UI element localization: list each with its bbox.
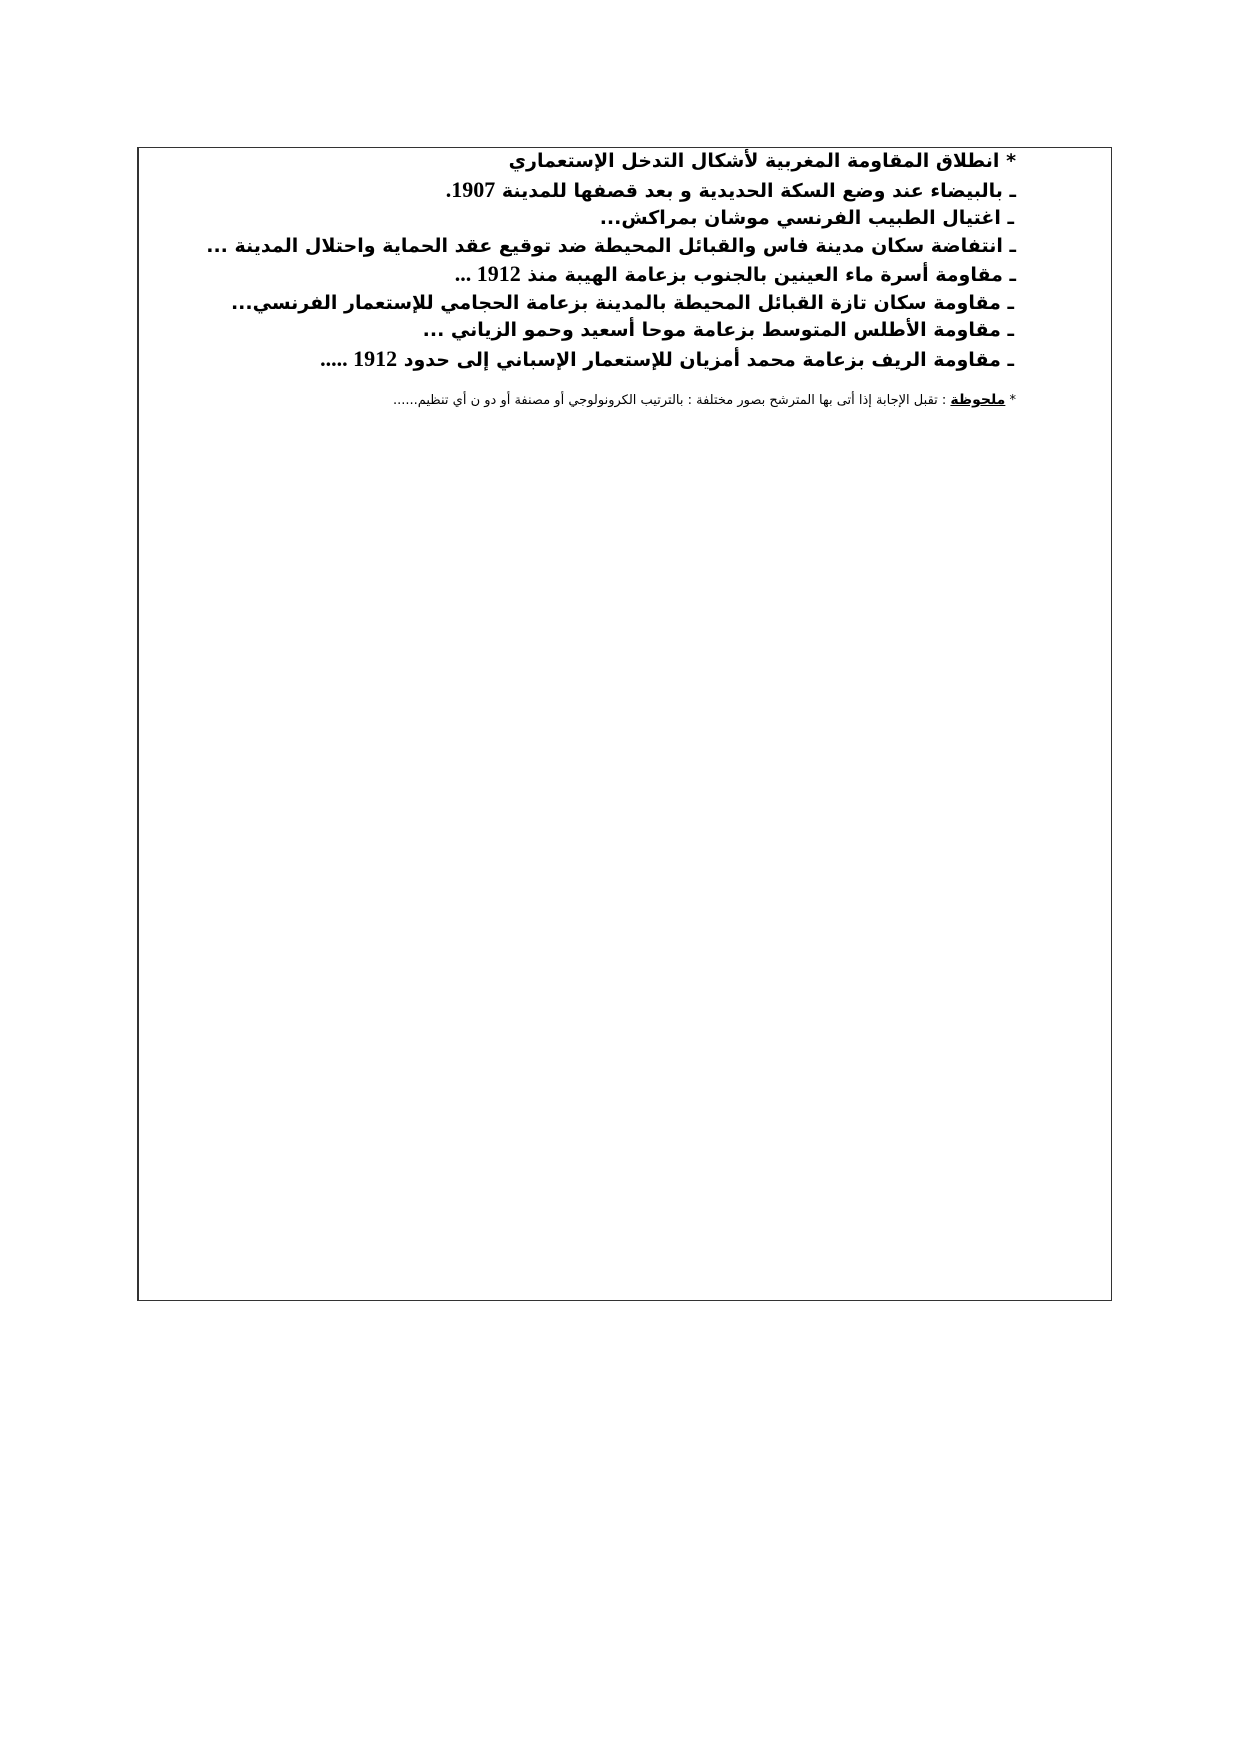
answer-line [206,317,1016,345]
answer-line [206,176,1016,206]
grading-note [206,392,1016,408]
answer-line [206,345,1016,375]
answer-line [206,205,1016,233]
answer-line-text: ـ مقاومة الأطلس المتوسط بزعامة موحا أسعيد وحمو الزياني ... [422,319,1014,341]
answer-lines [206,148,1016,374]
answer-line-text: ـ انتفاضة سكان مدينة فاس والقبائل المحيطة ضد توقيع عقد الحماية واحتلال المدينة ... [206,234,1016,257]
answer-line-text: ـ بالبيضاء عند وضع السكة الحديدية و بعد قصفها للمدينة [501,179,1016,202]
note-prefix: * [1005,393,1016,408]
answer-line [206,233,1016,261]
answer-line-text: ـ مقاومة أسرة ماء العينين بالجنوب بزعامة الهيبة منذ [527,264,1016,286]
answer-content-cell [198,148,1111,1300]
note-suffix: .. [392,393,402,408]
score-column-cell [138,148,198,1300]
answer-line [206,290,1016,318]
answer-line [206,260,1016,290]
answer-line-text: ـ مقاومة سكان تازة القبائل المحيطة بالمدينة بزعامة الحجامي للإستعمار الفرنسي... [230,291,1014,314]
answer-line-date: 1907. [445,176,496,202]
answer-line-text: ـ اغتيال الطبيب الفرنسي موشان بمراكش... [599,207,1014,229]
answer-line-date: 1912 ... [454,261,521,286]
answer-line-text: ـ مقاومة الريف بزعامة محمد أمزيان للإستعمار الإسباني إلى حدود [403,348,1014,371]
note-text: : تقبل الإجابة إذا أتى بها المترشح بصور مختلفة : بالترتيب الكرونولوجي أو مصنفة أو دو ن أي تنظيم.... [401,393,947,408]
answer-table [137,147,1112,1301]
answer-line-date: 1912 ..... [320,345,398,371]
answer-line-text: * انطلاق المقاومة المغربية لأشكال التدخل الإستعماري [508,150,1016,172]
answer-line [206,148,1016,176]
note-label: ملحوظة [950,392,1006,408]
